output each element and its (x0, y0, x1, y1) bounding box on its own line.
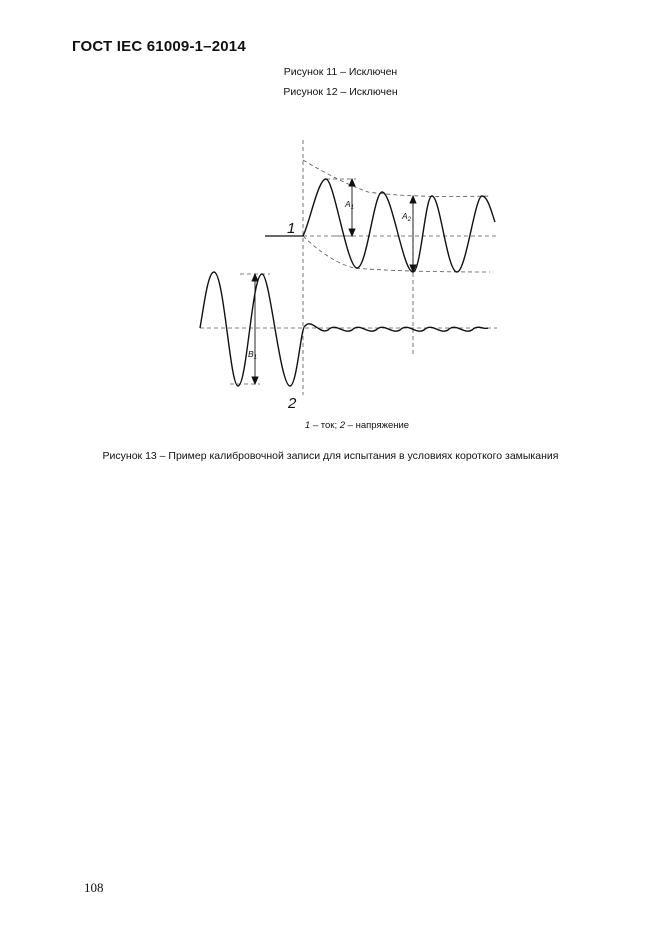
label-a2 (401, 211, 412, 223)
arrow-a1-head-top (349, 179, 355, 186)
label-b1 (248, 349, 257, 361)
figure-legend (305, 420, 409, 431)
label-b1-letter: B (248, 349, 254, 359)
figure-11-excluded-note: Рисунок 11 – Исключен (283, 66, 398, 78)
label-a1-subscript: 1 (350, 205, 355, 211)
document-standard-id: ГОСТ IEC 61009-1–2014 (72, 38, 246, 55)
figure-12-excluded-note: Рисунок 12 – Исключен (283, 86, 398, 98)
page-number: 108 (84, 880, 104, 895)
legend-text-current: – ток; (310, 420, 340, 431)
label-a1 (344, 199, 354, 211)
curve-label-1: 1 (287, 220, 296, 237)
legend-number-1: 1 (304, 420, 311, 431)
figure-13-caption: Рисунок 13 – Пример калибровочной записи для испытания в условиях короткого замыкания (102, 450, 559, 462)
legend-text-voltage: – напряжение (345, 420, 410, 431)
curve-label-2: 2 (288, 395, 297, 412)
label-a2-subscript: 2 (407, 217, 412, 223)
label-b1-subscript: 1 (253, 355, 258, 361)
arrow-b1-head-top (252, 274, 258, 281)
arrow-a2-head-top (410, 196, 416, 203)
voltage-waveform (200, 272, 488, 386)
upper-envelope (303, 160, 490, 197)
arrow-b1-head-bottom (252, 377, 258, 384)
label-a1-letter: A (345, 199, 351, 209)
arrow-a1-head-bottom (349, 229, 355, 236)
current-waveform (303, 179, 495, 272)
legend-number-2: 2 (339, 420, 346, 431)
label-a2-letter: A (402, 211, 408, 221)
